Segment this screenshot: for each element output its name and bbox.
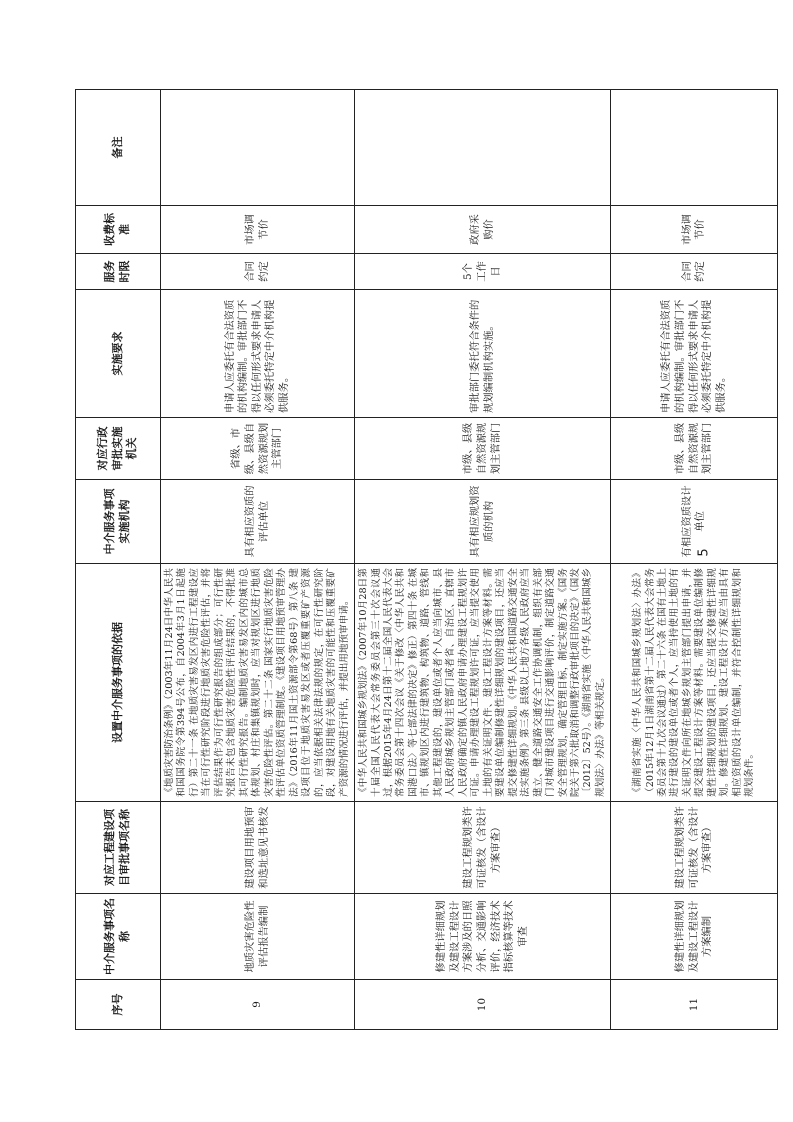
cell-seq: 9 <box>161 980 355 1030</box>
cell-approval-item: 建设工程规划类许可证核发（含设计方案审查） <box>611 802 778 894</box>
header-requirements: 实施要求 <box>76 290 161 418</box>
cell-seq: 11 <box>611 980 778 1030</box>
header-approval-item: 对应工程建设项目审批事项名称 <box>76 802 161 894</box>
header-seq: 序号 <box>76 980 161 1030</box>
header-basis: 设置中介服务事项的依据 <box>76 564 161 802</box>
cell-basis: 《湖南省实施〈中华人民共和国城乡规划法〉办法》（2015年12月1日湖南省第十二届人民代表大会常务委员会第十九次会议通过）第二十六条 在国有土地上进行建设的建设单位或者个人，应当持使用土地的有关证明文件向所在地城乡规划主管部门提出申请，并提交建设工程设计方案等材料。需要建设单位编制修建性详细规划的建设项目，还应当提交修建性详细规划。修建性详细规划、建设工程设计方案应当由具有相应资质的设计单位编制，并符合控制性详细规划和规划条件。 <box>611 564 778 802</box>
rotated-page <box>75 90 755 1030</box>
intermediary-services-table <box>75 89 778 1030</box>
cell-remark <box>355 90 611 206</box>
cell-time-limit: 合同约定 <box>161 254 355 290</box>
header-service-name: 中介服务事项名称 <box>76 894 161 980</box>
cell-requirements: 申请人应委托有合法资质的机构编制。审批部门不得以任何形式要求申请人必须委托特定中介机构提供服务。 <box>611 290 778 418</box>
header-time-limit: 服务时限 <box>76 254 161 290</box>
cell-approval-item: 建设工程规划类许可证核发（含设计方案审查） <box>355 802 611 894</box>
cell-basis: 《中华人民共和国城乡规划法》（2007年10月28日第十届全国人民代表大会常务委员会第三十次会议通过，根据2015年4月24日第十二届全国人民代表大会常务委员会第十四次会议《关于修改〈中华人民共和国港口法〉等七部法律的决定》修正）第四十条 在城市、镇规划区内进行建筑物、构筑物、道路、管线和其他工程建设的，建设单位或者个人应当向城市、县人民政府城乡规划主管部门或者省、自治区、直辖市人民政府确定的镇人民政府申请办理建设工程规划许可证。申请办理建设工程规划许可证，应当提交使用土地的有关证明文件、建设工程设计方案等材料。需要建设单位编制修建性详细规划的建设项目，还应当提交修建性详细规划。《中华人民共和国道路交通安全法实施条例》第三条 县级以上地方各级人民政府应当建立、健全道路交通安全工作协调机制，组织有关部门对城市建设项目进行交通影响评价，制定道路交通安全管理规划，确定管理目标，制定实施方案。《国务院关于第六批取消和调整行政审批项目的决定》（国发〔2012〕52号）。《湖南省实施〈中华人民共和国城乡规划法〉办法》等相关规定。 <box>355 564 611 802</box>
cell-remark <box>161 90 355 206</box>
cell-fee-standard: 市场调节价 <box>611 206 778 254</box>
cell-requirements: 审批部门委托符合条件的规划编制机构实施。 <box>355 290 611 418</box>
table-row <box>161 90 355 1030</box>
cell-service-name: 修建性详细规划及建设工程设计方案编制 <box>611 894 778 980</box>
cell-seq: 10 <box>355 980 611 1030</box>
cell-fee-standard: 政府采购价 <box>355 206 611 254</box>
table-header-row <box>76 90 161 1030</box>
cell-authority: 市级、县级自然资源规划主管部门 <box>355 418 611 480</box>
cell-fee-standard: 市场调节价 <box>161 206 355 254</box>
cell-provider: 有相应资质设计单位 <box>611 480 778 564</box>
cell-approval-item: 建设项目用地预审和选址意见书核发 <box>161 802 355 894</box>
header-fee-standard: 收费标准 <box>76 206 161 254</box>
cell-authority: 市级、县级自然资源规划主管部门 <box>611 418 778 480</box>
page-number: 5 <box>696 548 712 557</box>
table-row <box>355 90 611 1030</box>
cell-service-name: 地质灾害危险性评估报告编制 <box>161 894 355 980</box>
cell-service-name: 修建性详细规划及建设工程设计方案涉及的日照分析、交通影响评价，经济技术指标核算等技术审查 <box>355 894 611 980</box>
cell-time-limit: 5个工作日 <box>355 254 611 290</box>
cell-time-limit: 合同约定 <box>611 254 778 290</box>
table-row <box>611 90 778 1030</box>
header-provider: 中介服务事项实施机构 <box>76 480 161 564</box>
header-authority: 对应行政审批实施机关 <box>76 418 161 480</box>
header-remark: 备注 <box>76 90 161 206</box>
cell-authority: 省级、市级、县级自然资源规划主管部门 <box>161 418 355 480</box>
cell-remark <box>611 90 778 206</box>
cell-provider: 具有相应规划资质的机构 <box>355 480 611 564</box>
cell-provider: 具有相应资质的评估单位 <box>161 480 355 564</box>
cell-basis: 《地质灾害防治条例》（2003年11月24日中华人民共和国国务院令第394号公布，自2004年3月1日起施行）第二十一条 在地质灾害易发区内进行工程建设应当在可行性研究阶段进行地质灾害危险性评估，并将评估结果作为可行性研究报告的组成部分；可行性研究报告未包含地质灾害危险性评估结果的，不得批准其可行性研究报告。编制地质灾害易发区内的城市总体规划、村庄和集镇规划时，应当对规划区进行地质灾害危险性评估。第二十二条 国家实行地质灾害危险性评估单位资质管理制度。《建设项目用地预审管理办法》（2016年11月国土资源部令第68号）第八条 建设项目位于地质灾害易发区或者压覆重要矿产资源的，应当依据相关法律法规的规定，在可行性研究阶段，对建设用地有关地质灾害的可能性和压覆重要矿产资源的情况进行评估，并提出用地预审申请。 <box>161 564 355 802</box>
cell-requirements: 申请人应委托有合法资质的机构编制。审批部门不得以任何形式要求申请人必须委托特定中介机构提供服务。 <box>161 290 355 418</box>
